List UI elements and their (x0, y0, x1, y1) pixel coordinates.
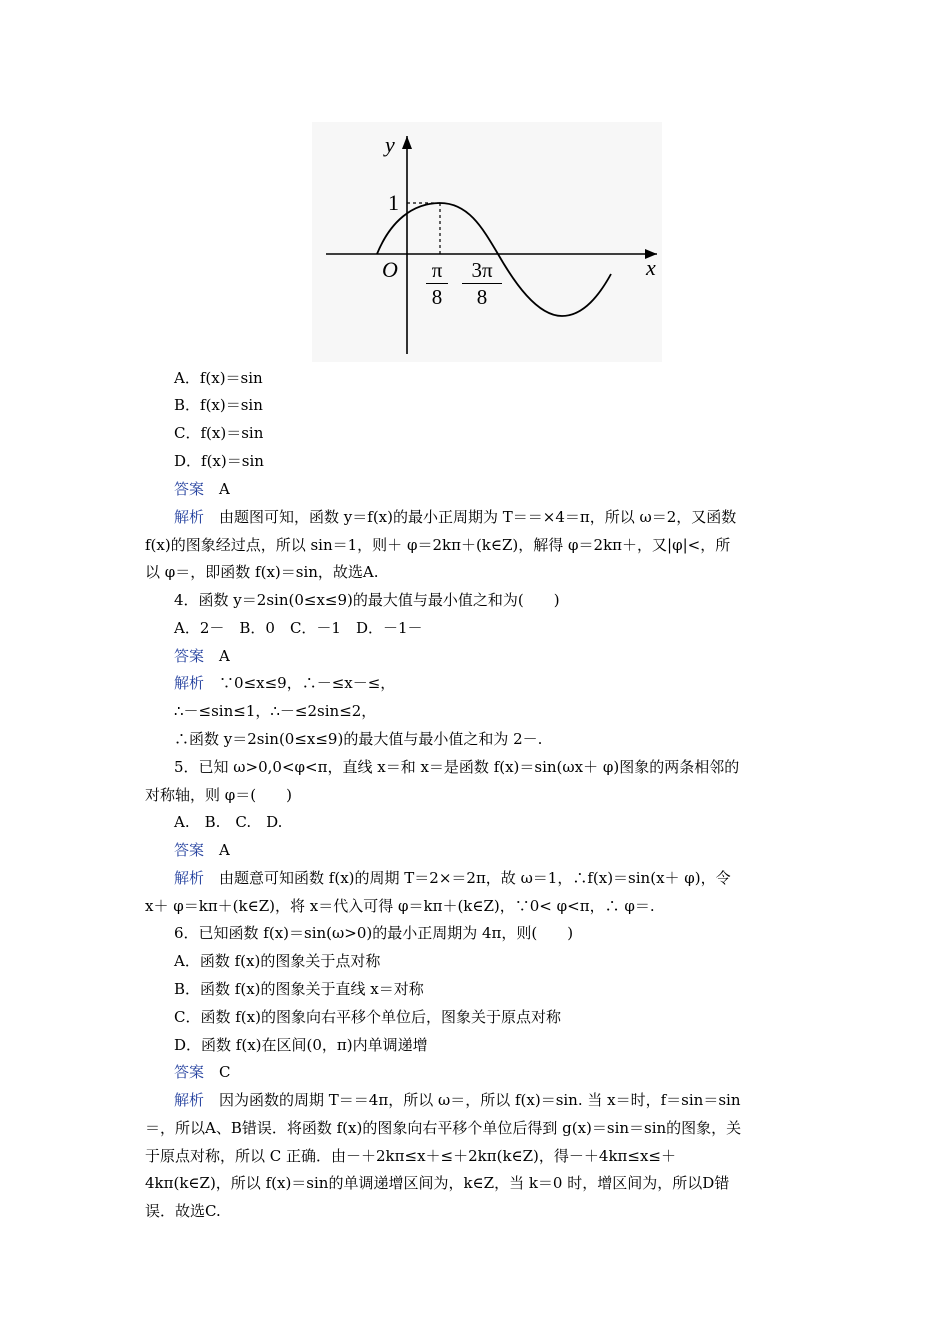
q3-analysis-line-3: 以 φ＝，即函数 f(x)＝sin，故选A. (145, 563, 379, 581)
origin-label: O (382, 257, 398, 282)
q3-analysis-line-1 (174, 507, 736, 527)
q4-analysis-line-1 (174, 673, 395, 693)
x-tick1-bar (426, 283, 448, 284)
q5-options: A. B. C. D. (174, 813, 283, 831)
q4-answer-line (174, 646, 230, 666)
q3-analysis-text-1: 由题图可知，函数 y＝f(x)的最小正周期为 T＝＝×4＝π，所以 ω＝2，又函数 (219, 508, 737, 526)
q3-analysis-tag: 解析 (174, 508, 205, 526)
q4-answer-tag: 答案 (174, 647, 205, 665)
q5-analysis-line-1 (174, 868, 731, 888)
sine-graph-svg (312, 122, 662, 362)
q4-stem: 4．函数 y＝2sin(0≤x≤9)的最大值与最小值之和为( ) (174, 591, 560, 609)
q3-answer: A (219, 480, 230, 498)
q5-analysis-text-1: 由题意可知函数 f(x)的周期 T＝2×＝2π，故 ω＝1，∴f(x)＝sin(x＋ φ)，令 (219, 869, 731, 887)
q6-analysis-text-1: 因为函数的周期 T＝＝4π，所以 ω＝，所以 f(x)＝sin. 当 x＝时，f＝sin＝sin (219, 1091, 741, 1109)
y-axis-arrow (402, 136, 412, 149)
q5-stem-line-2: 对称轴，则 φ＝( ) (145, 786, 292, 804)
q4-answer: A (219, 647, 230, 665)
q6-analysis-line-4: 4kπ(k∈Z)，所以 f(x)＝sin的单调递增区间为，k∈Z，当 k＝0 时，增区间为，所以D错 (145, 1174, 730, 1192)
x-tick1-numerator: π (431, 258, 443, 282)
q3-option-d: D．f(x)＝sin (174, 452, 264, 470)
q5-analysis-line-2: x＋ φ＝kπ＋(k∈Z)，将 x＝代入可得 φ＝kπ＋(k∈Z)，∵0< φ<π，∴ φ＝. (145, 897, 655, 915)
q3-option-c: C．f(x)＝sin (174, 424, 264, 442)
q6-analysis-line-3: 于原点对称，所以 C 正确．由－＋2kπ≤x＋≤＋2kπ(k∈Z)，得－＋4kπ≤x≤＋ (145, 1147, 677, 1165)
q5-answer-line (174, 840, 230, 860)
q5-stem-line-1: 5．已知 ω>0,0<φ<π，直线 x＝和 x＝是函数 f(x)＝sin(ωx＋ φ)图象的两条相邻的 (174, 758, 740, 776)
x-tick-3pi-over-8 (462, 259, 502, 308)
y-axis-label: y (385, 132, 395, 157)
q5-answer-tag: 答案 (174, 841, 205, 859)
q4-options: A．2－ B．0 C．－1 D．－1－ (174, 619, 423, 637)
x-tick1-denominator: 8 (431, 285, 443, 309)
q6-analysis-line-2: ＝，所以A、B错误．将函数 f(x)的图象向右平移个单位后得到 g(x)＝sin＝sin的图象，关 (145, 1119, 742, 1137)
q6-analysis-tag: 解析 (174, 1091, 205, 1109)
q6-analysis-line-5: 误．故选C. (145, 1202, 221, 1220)
q5-analysis-tag: 解析 (174, 869, 205, 887)
q6-option-a: A．函数 f(x)的图象关于点对称 (174, 952, 381, 970)
q6-answer: C (219, 1063, 231, 1081)
x-tick-pi-over-8 (426, 259, 448, 308)
q3-option-b: B．f(x)＝sin (174, 396, 263, 414)
q6-answer-tag: 答案 (174, 1063, 205, 1081)
q6-option-d: D．函数 f(x)在区间(0，π)内单调递增 (174, 1036, 428, 1054)
q3-answer-tag: 答案 (174, 480, 205, 498)
x-tick2-bar (462, 283, 502, 284)
q4-analysis-line-3: ∴函数 y＝2sin(0≤x≤9)的最大值与最小值之和为 2－. (174, 730, 543, 748)
q6-answer-line (174, 1062, 231, 1082)
x-tick2-numerator: 3π (471, 258, 493, 282)
q4-analysis-text-1: ∵0≤x≤9，∴－≤x－≤， (219, 674, 396, 692)
q6-analysis-line-1 (174, 1090, 740, 1110)
q4-analysis-tag: 解析 (174, 674, 205, 692)
q3-option-a: A．f(x)＝sin (174, 369, 263, 387)
q4-analysis-line-2: ∴－≤sin≤1，∴－≤2sin≤2， (174, 702, 377, 720)
x-axis-label: x (646, 255, 656, 280)
y-tick-one: 1 (388, 190, 399, 215)
q6-option-b: B．函数 f(x)的图象关于直线 x＝对称 (174, 980, 424, 998)
q3-answer-line (174, 479, 230, 499)
q3-analysis-line-2: f(x)的图象经过点，所以 sin＝1，则＋ φ＝2kπ＋(k∈Z)，解得 φ＝2kπ＋，又|φ|<，所 (145, 536, 731, 554)
x-tick2-denominator: 8 (476, 285, 488, 309)
q6-option-c: C．函数 f(x)的图象向右平移个单位后，图象关于原点对称 (174, 1008, 561, 1026)
sine-graph-figure (312, 122, 662, 362)
q6-stem: 6．已知函数 f(x)＝sin(ω>0)的最小正周期为 4π，则( ) (174, 924, 574, 942)
q5-answer: A (219, 841, 230, 859)
